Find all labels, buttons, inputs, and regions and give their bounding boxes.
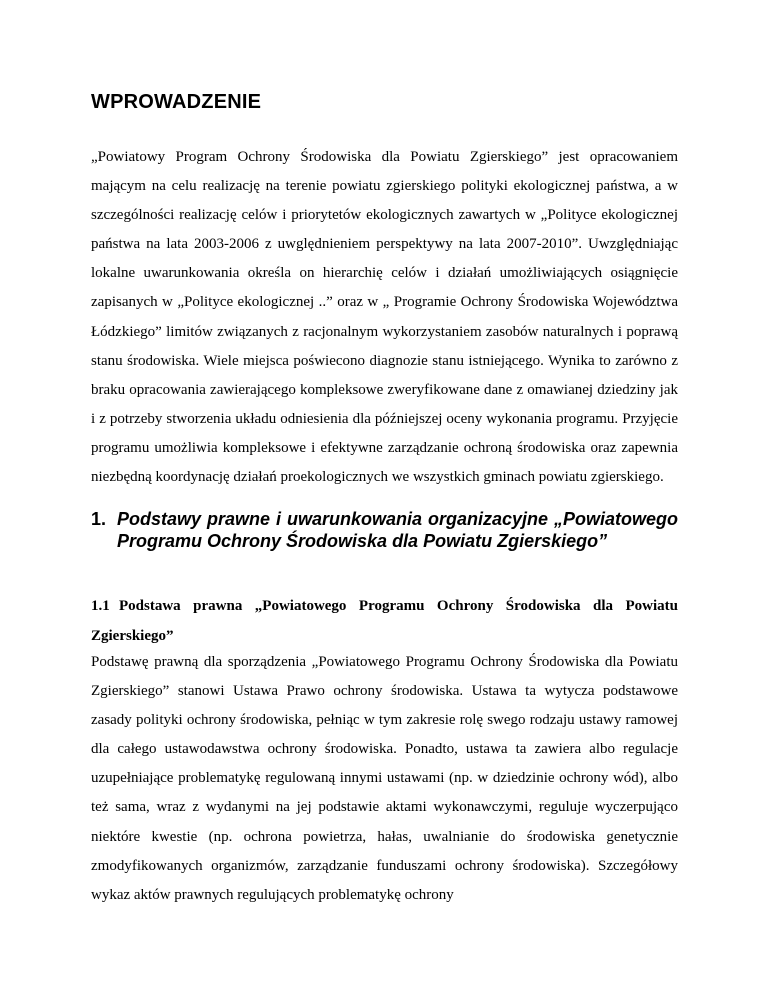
section-1-1-title: Podstawa prawna „Powiatowego Programu Ochrony Środowiska dla Powiatu Zgierskiego” [91,598,678,644]
section-1-1-heading [91,592,678,651]
intro-heading: WPROWADZENIE [91,91,262,113]
section-1-title: Podstawy prawne i uwarunkowania organizacyjne „Powiatowego Programu Ochrony Środowiska dla Powiatu Zgierskiego” [117,509,678,551]
section-1-number: 1. [91,509,107,529]
intro-paragraph: „Powiatowy Program Ochrony Środowiska dla Powiatu Zgierskiego” jest opracowaniem mającym na celu realizację na terenie powiatu zgierskiego polityki ekologicznej państwa, a w szczególności realizację celów i priorytetów ekologicznych zawartych w „Polityce ekologicznej państwa na lata 2003-2006 z uwględnieniem perspektywy na lata 2007-2010”. Uwzględniając lokalne uwarunkowania określa on hierarchię celów i działań umożliwiających osiągnięcie zapisanych w „Polityce ekologicznej ..” oraz w „ Programie Ochrony Środowiska Województwa Łódzkiego” limitów związanych z racjonalnym wykorzystaniem zasobów naturalnych i poprawą stanu środowiska. Wiele miejsca poświecono diagnozie stanu istniejącego. Wynika to zarówno z braku opracowania zawierającego kompleksowe zweryfikowane dane z omawianej dziedziny jak i z potrzeby stworzenia układu odniesienia dla późniejszej oceny wykonania programu. Przyjęcie programu umożliwia kompleksowe i efektywne zarządzanie ochroną środowiska oraz zapewnia niezbędną koordynację działań proekologicznych we wszystkich gminach powiatu zgierskiego. [91,149,678,486]
section-1-1-number: 1.1 [91,598,110,614]
section-1-heading [91,509,678,552]
legal-basis-paragraph: Podstawę prawną dla sporządzenia „Powiatowego Programu Ochrony Środowiska dla Powiatu Zgierskiego” stanowi Ustawa Prawo ochrony środowiska. Ustawa ta wytycza podstawowe zasady polityki ochrony środowiska, pełniąc w tym zakresie rolę swego rodzaju ustawy ramowej dla całego ustawodawstwa ochrony środowiska. Ponadto, ustawa ta zawiera albo regulacje uzupełniające problematykę regulowaną innymi ustawami (np. w dziedzinie ochrony wód), albo też sama, wraz z wydanymi na jej podstawie aktami wykonawczymi, reguluje wyczerpująco niektóre kwestie (np. ochrona powietrza, hałas, uwalnianie do środowiska genetycznie zmodyfikowanych organizmów, zarządzanie funduszami ochrony środowiska). Szczegółowy wykaz aktów prawnych regulujących problematykę ochrony [91,654,678,903]
